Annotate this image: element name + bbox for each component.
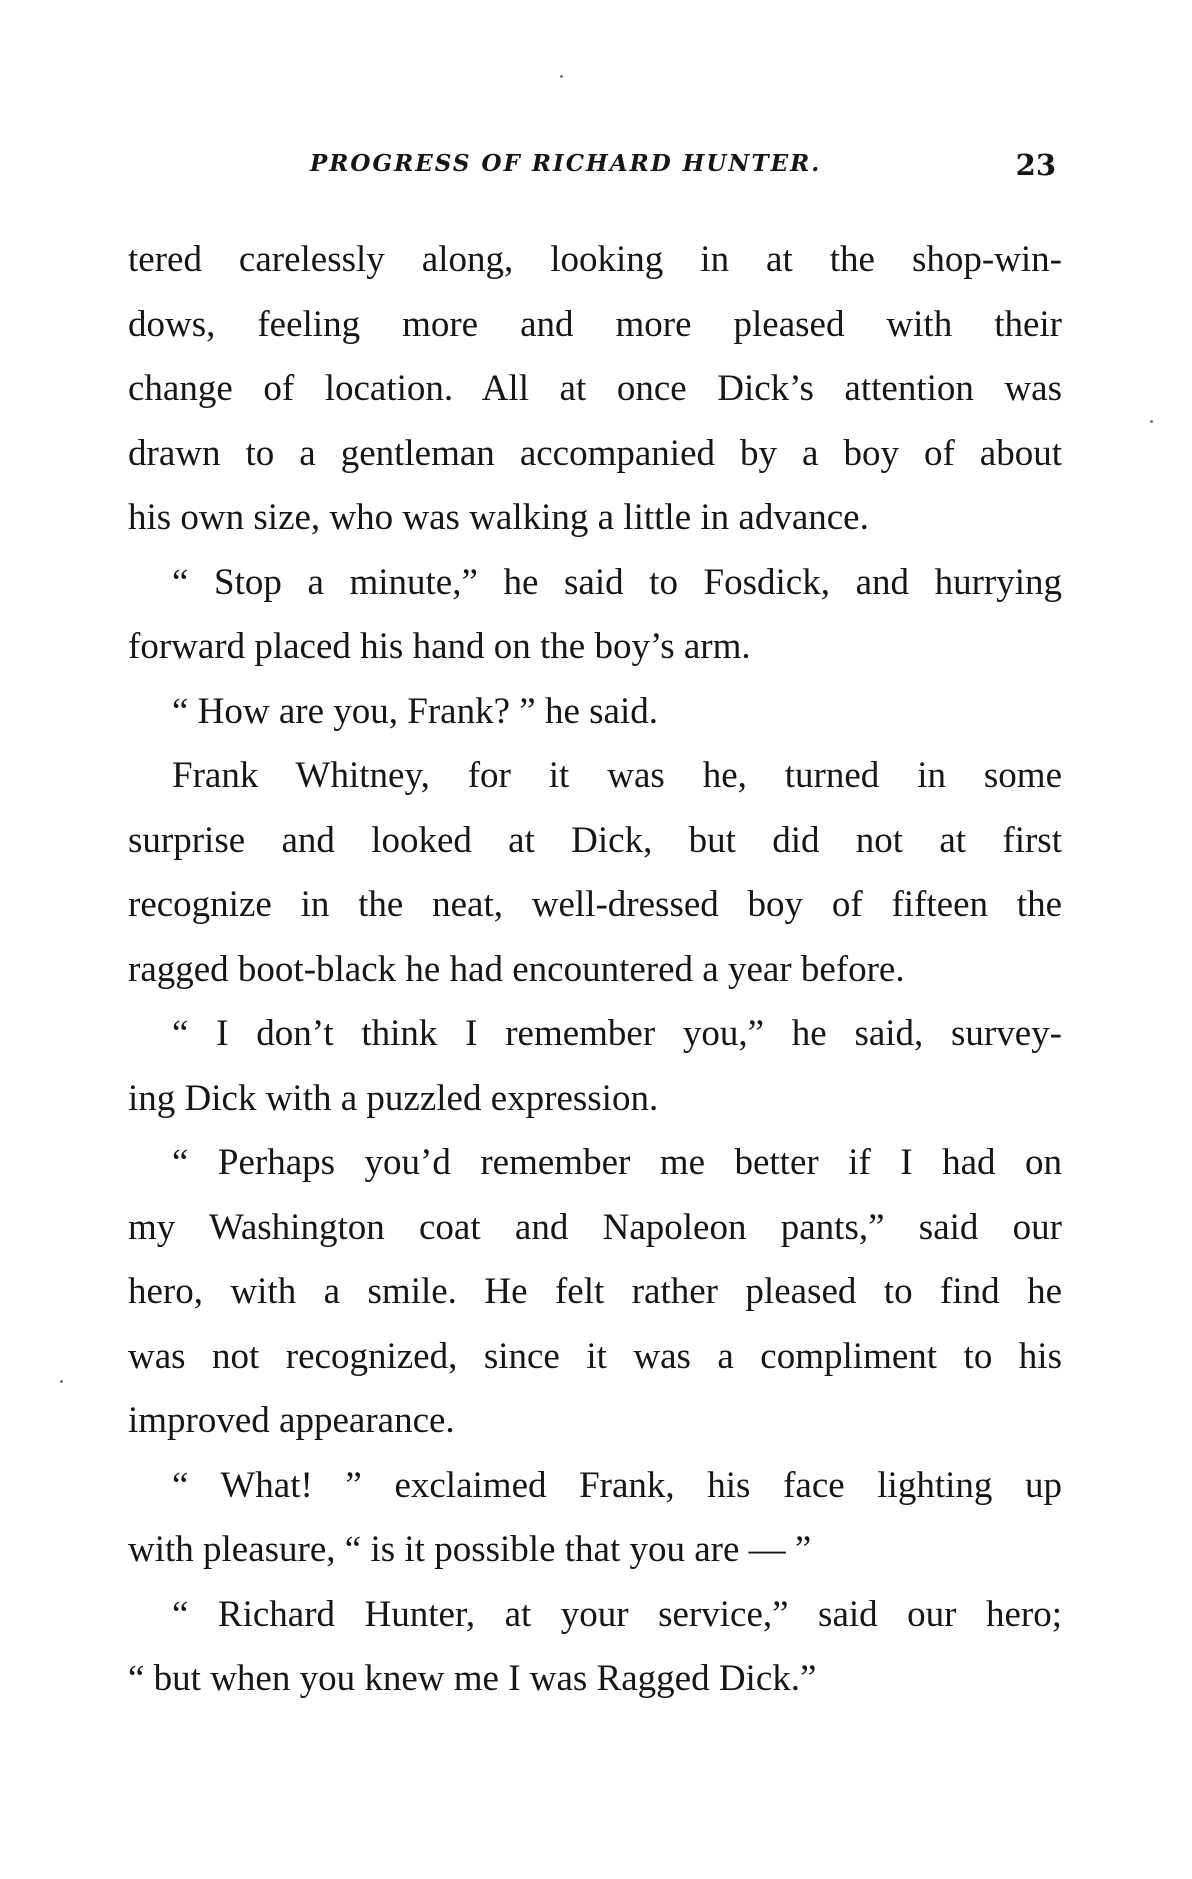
text-line: ing Dick with a puzzled expression. <box>128 1077 659 1119</box>
text-line: “ Stop a minute,” he said to Fosdick, and hurrying <box>172 561 1062 603</box>
text-line: was not recognized, since it was a compliment to his <box>128 1335 1062 1377</box>
paper-speck <box>560 75 563 78</box>
text-line: “ but when you knew me I was Ragged Dick.” <box>128 1658 817 1699</box>
text-line: with pleasure, “ is it possible that you are — ” <box>128 1529 812 1570</box>
running-title: PROGRESS OF RICHARD HUNTER. <box>310 150 822 177</box>
text-line: “ Perhaps you’d remember me better if I had on <box>172 1142 1062 1183</box>
page-header <box>130 150 1058 190</box>
paper-speck <box>60 1380 63 1383</box>
page-number: 23 <box>1015 148 1056 182</box>
text-line: “ I don’t think I remember you,” he said, survey- <box>172 1013 1062 1054</box>
text-line: dows, feeling more and more pleased with their <box>128 303 1062 345</box>
text-line: ragged boot-black he had encountered a year before. <box>128 948 905 990</box>
text-line: drawn to a gentleman accompanied by a boy of about <box>128 432 1062 474</box>
text-line: improved appearance. <box>128 1400 455 1441</box>
text-line: surprise and looked at Dick, but did not at first <box>128 819 1062 861</box>
text-line: “ What! ” exclaimed Frank, his face lighting up <box>172 1464 1062 1506</box>
text-line: his own size, who was walking a little in advance. <box>128 497 869 538</box>
body-text <box>128 228 1062 1712</box>
text-line: tered carelessly along, looking in at the shop-win- <box>128 239 1062 280</box>
text-line: my Washington coat and Napoleon pants,” said our <box>128 1206 1062 1248</box>
text-line: “ How are you, Frank? ” he said. <box>172 690 658 732</box>
text-line: “ Richard Hunter, at your service,” said our hero; <box>172 1593 1062 1635</box>
text-line: forward placed his hand on the boy’s arm. <box>128 626 751 667</box>
paper-speck <box>1150 420 1153 423</box>
text-line: hero, with a smile. He felt rather pleased to find he <box>128 1271 1062 1312</box>
text-line: change of location. All at once Dick’s attention was <box>128 368 1062 409</box>
text-line: Frank Whitney, for it was he, turned in some <box>172 755 1062 796</box>
text-line: recognize in the neat, well-dressed boy of fifteen the <box>128 884 1062 925</box>
